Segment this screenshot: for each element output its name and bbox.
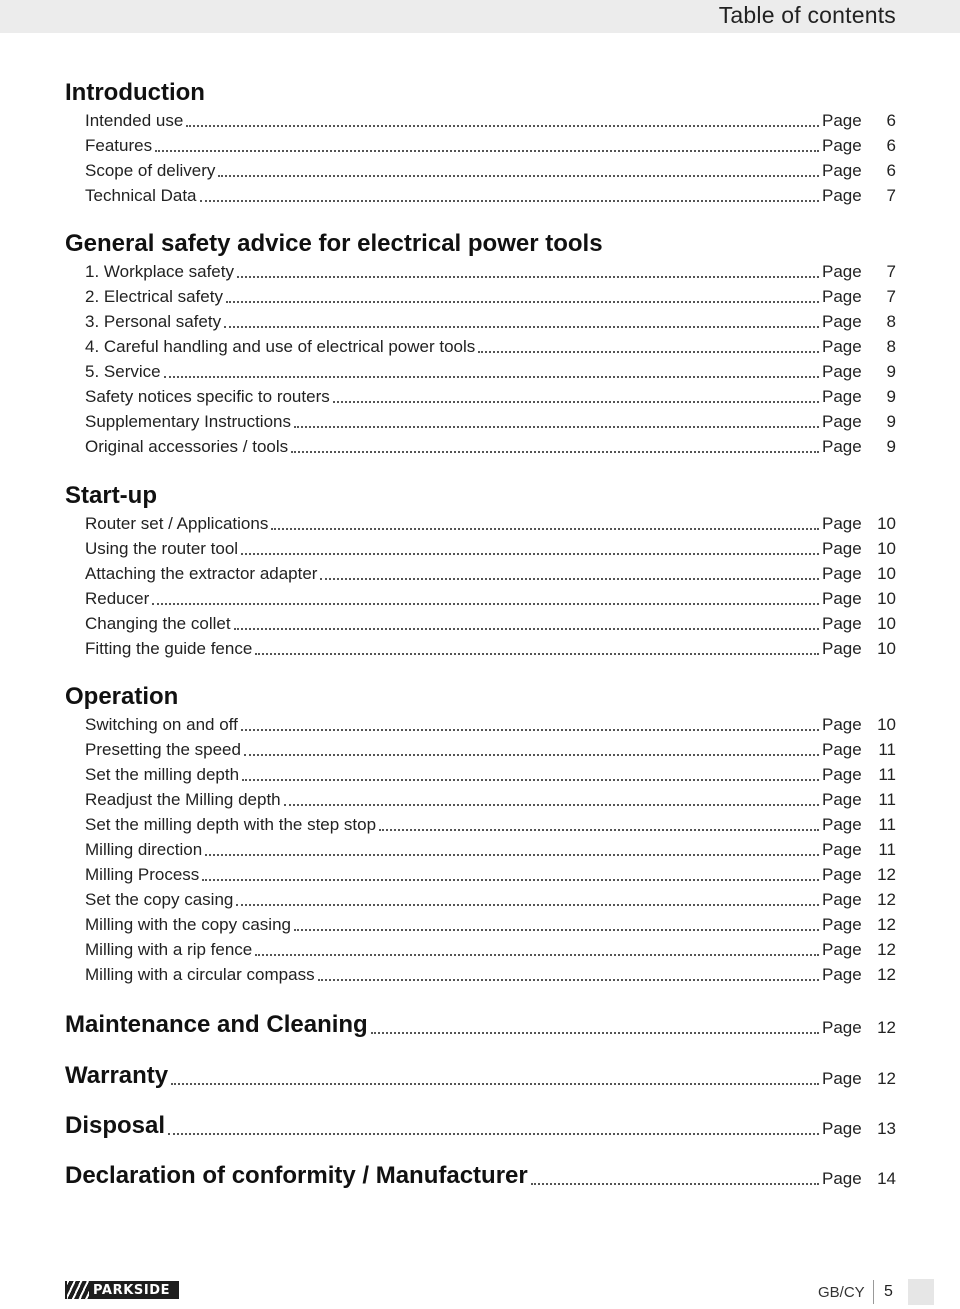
dot-leader [234, 628, 819, 630]
entry-label: Technical Data [85, 186, 197, 205]
page-word: Page [822, 362, 862, 381]
page-word: Page [822, 965, 862, 984]
page-number: 6 [886, 136, 896, 155]
entry-label: Milling with a rip fence [85, 940, 253, 959]
page-number: 14 [877, 1169, 896, 1188]
dot-leader [186, 125, 819, 127]
page-number: 10 [877, 589, 896, 608]
page-word: Page [822, 186, 862, 205]
dot-leader [255, 653, 819, 655]
dot-leader [291, 451, 819, 453]
entry-label: Milling with the copy casing [85, 915, 291, 934]
page-word: Page [822, 564, 862, 583]
dot-leader [164, 376, 819, 378]
toc-entry[interactable] [85, 887, 896, 911]
dot-leader [371, 1032, 819, 1034]
parkside-logo [65, 1281, 179, 1299]
section-heading-general-safety: General safety advice for electrical power tools [65, 230, 603, 257]
footer-page-number: 5 [884, 1283, 893, 1300]
entry-label: Presetting the speed [85, 740, 241, 759]
page-word: Page [822, 890, 862, 909]
page-number: 12 [877, 1018, 896, 1037]
toc-entry[interactable] [85, 937, 896, 961]
page-word: Page [822, 765, 862, 784]
dot-leader [320, 578, 819, 580]
toc-entry[interactable] [85, 108, 896, 132]
toc-entry[interactable] [85, 259, 896, 283]
footer-divider [873, 1280, 874, 1304]
dot-leader [318, 979, 819, 981]
dot-leader [379, 829, 819, 831]
toc-entry[interactable] [85, 183, 896, 207]
page-word: Page [822, 312, 862, 331]
entry-label: Readjust the Milling depth [85, 790, 281, 809]
page-word: Page [822, 262, 862, 281]
toc-entry[interactable] [85, 384, 896, 408]
page-number: 10 [877, 564, 896, 583]
toc-major-entry[interactable] [65, 1110, 896, 1140]
page-number: 7 [886, 262, 896, 281]
dot-leader [152, 603, 819, 605]
toc-entry[interactable] [85, 862, 896, 886]
toc-entry[interactable] [85, 359, 896, 383]
entry-label: Milling with a circular compass [85, 965, 315, 984]
dot-leader [168, 1133, 819, 1135]
page-number: 9 [886, 387, 896, 406]
toc-entry[interactable] [85, 712, 896, 736]
dot-leader [218, 175, 819, 177]
toc-entry[interactable] [85, 586, 896, 610]
dot-leader [200, 200, 819, 202]
page-number: 10 [877, 715, 896, 734]
entry-label: Scope of delivery [85, 161, 216, 180]
toc-entry[interactable] [85, 158, 896, 182]
entry-label: Intended use [85, 111, 184, 130]
page-word: Page [822, 514, 862, 533]
dot-leader [294, 426, 819, 428]
page-number: 9 [886, 362, 896, 381]
dot-leader [241, 553, 819, 555]
toc-entry[interactable] [85, 434, 896, 458]
toc-entry[interactable] [85, 133, 896, 157]
page-word: Page [822, 161, 862, 180]
page-number: 6 [886, 111, 896, 130]
page-number: 10 [877, 639, 896, 658]
dot-leader [236, 904, 819, 906]
entry-label: Set the milling depth with the step stop [85, 815, 377, 834]
section-heading-operation: Operation [65, 683, 179, 710]
logo-stripes-icon [67, 1281, 89, 1299]
page-word: Page [822, 412, 862, 431]
page-word: Page [822, 639, 862, 658]
entry-label: Disposal [65, 1112, 166, 1139]
entry-label: 1. Workplace safety [85, 262, 234, 281]
dot-leader [333, 401, 819, 403]
page-word: Page [822, 1169, 862, 1188]
entry-label: Milling direction [85, 840, 203, 859]
page-word: Page [822, 1018, 862, 1037]
page-number: 12 [877, 940, 896, 959]
dot-leader [531, 1183, 819, 1185]
entry-label: 2. Electrical safety [85, 287, 223, 306]
page-word: Page [822, 539, 862, 558]
page-number: 11 [878, 840, 896, 859]
page-number: 11 [878, 740, 896, 759]
toc-major-entry[interactable] [65, 1160, 896, 1190]
page-number: 7 [886, 287, 896, 306]
dot-leader [155, 150, 819, 152]
toc-entry[interactable] [85, 511, 896, 535]
entry-label: Changing the collet [85, 614, 231, 633]
page-number: 13 [877, 1119, 896, 1138]
page-word: Page [822, 940, 862, 959]
page-number: 12 [877, 1069, 896, 1088]
dot-leader [171, 1083, 819, 1085]
page-number: 12 [877, 915, 896, 934]
dot-leader [202, 879, 819, 881]
entry-label: Set the milling depth [85, 765, 240, 784]
entry-label: 4. Careful handling and use of electrical power tools [85, 337, 476, 356]
toc-entry[interactable] [85, 561, 896, 585]
page-word: Page [822, 1069, 862, 1088]
entry-label: Warranty [65, 1062, 169, 1089]
dot-leader [294, 929, 819, 931]
entry-label: Fitting the guide fence [85, 639, 253, 658]
toc-entry[interactable] [85, 334, 896, 358]
page-word: Page [822, 614, 862, 633]
page-word: Page [822, 740, 862, 759]
logo-text: PARKSIDE [93, 1282, 171, 1298]
entry-label: Supplementary Instructions [85, 412, 291, 431]
entry-label: Original accessories / tools [85, 437, 289, 456]
page-number: 11 [878, 815, 896, 834]
dot-leader [242, 779, 819, 781]
toc-major-entry[interactable] [65, 1009, 896, 1039]
page-number: 12 [877, 965, 896, 984]
dot-leader [271, 528, 819, 530]
entry-label: Attaching the extractor adapter [85, 564, 318, 583]
page-title: Table of contents [718, 2, 896, 28]
section-heading-start-up: Start-up [65, 482, 157, 509]
page-word: Page [822, 915, 862, 934]
toc-entry[interactable] [85, 284, 896, 308]
toc-entry[interactable] [85, 787, 896, 811]
dot-leader [244, 754, 819, 756]
page-word: Page [822, 790, 862, 809]
page-number: 11 [878, 790, 896, 809]
dot-leader [241, 729, 819, 731]
page-word: Page [822, 589, 862, 608]
entry-label: Maintenance and Cleaning [65, 1011, 368, 1038]
dot-leader [226, 301, 819, 303]
page-number: 12 [877, 890, 896, 909]
footer-grey-box [908, 1279, 934, 1305]
entry-label: 5. Service [85, 362, 161, 381]
page-word: Page [822, 815, 862, 834]
entry-label: 3. Personal safety [85, 312, 222, 331]
page-word: Page [822, 136, 862, 155]
page-word: Page [822, 840, 862, 859]
page-word: Page [822, 1119, 862, 1138]
page-number: 12 [877, 865, 896, 884]
page-word: Page [822, 337, 862, 356]
page-word: Page [822, 715, 862, 734]
toc-entry[interactable] [85, 812, 896, 836]
entry-label: Declaration of conformity / Manufacturer [65, 1162, 528, 1189]
page-number: 10 [877, 539, 896, 558]
entry-label: Router set / Applications [85, 514, 269, 533]
toc-entry[interactable] [85, 837, 896, 861]
entry-label: Set the copy casing [85, 890, 234, 909]
toc-major-entry[interactable] [65, 1060, 896, 1090]
page-word: Page [822, 111, 862, 130]
page-number: 8 [886, 312, 896, 331]
dot-leader [478, 351, 819, 353]
header-bar [0, 0, 960, 33]
entry-label: Safety notices specific to routers [85, 387, 330, 406]
entry-label: Using the router tool [85, 539, 239, 558]
dot-leader [237, 276, 819, 278]
page-number: 11 [878, 765, 896, 784]
toc-entry[interactable] [85, 409, 896, 433]
dot-leader [224, 326, 819, 328]
toc-entry[interactable] [85, 962, 896, 986]
toc-entry[interactable] [85, 636, 896, 660]
page-number: 7 [886, 186, 896, 205]
entry-label: Milling Process [85, 865, 200, 884]
page-word: Page [822, 387, 862, 406]
page-word: Page [822, 287, 862, 306]
toc-entry[interactable] [85, 536, 896, 560]
toc-entry[interactable] [85, 737, 896, 761]
page-number: 8 [886, 337, 896, 356]
page-number: 10 [877, 614, 896, 633]
entry-label: Reducer [85, 589, 150, 608]
dot-leader [255, 954, 819, 956]
page-word: Page [822, 437, 862, 456]
toc-entry[interactable] [85, 912, 896, 936]
page-number: 9 [886, 412, 896, 431]
page-number: 6 [886, 161, 896, 180]
toc-entry[interactable] [85, 762, 896, 786]
page-word: Page [822, 865, 862, 884]
page-number: 10 [877, 514, 896, 533]
section-heading-introduction: Introduction [65, 79, 205, 106]
footer-language: GB/CY [818, 1284, 865, 1301]
entry-label: Features [85, 136, 153, 155]
dot-leader [205, 854, 819, 856]
toc-entry[interactable] [85, 309, 896, 333]
page-number: 9 [886, 437, 896, 456]
dot-leader [284, 804, 819, 806]
toc-entry[interactable] [85, 611, 896, 635]
entry-label: Switching on and off [85, 715, 238, 734]
